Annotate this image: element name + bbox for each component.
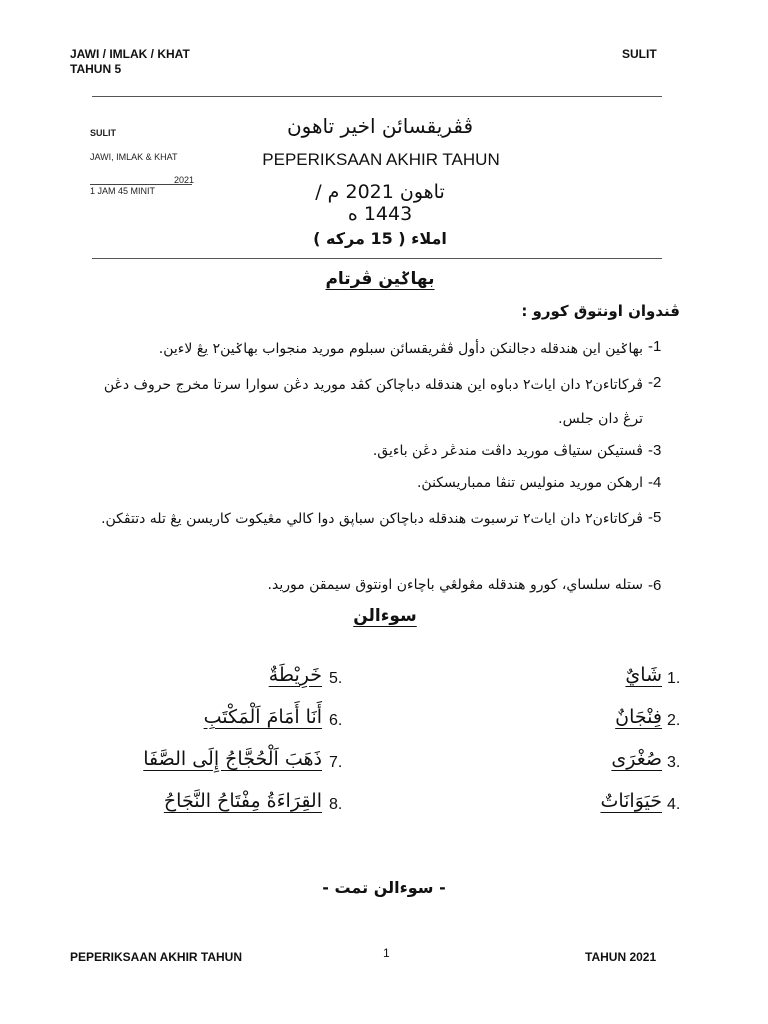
question-8-word: القِرَاءَةُ مِفْتَاحُ النَّجَاحُ (163, 790, 322, 812)
instruction-6-text: ستله سلساي، کورو هندقله مڠولڠي باچاءن اونتوق سيمقن موريد. (267, 577, 643, 593)
question-2-word: فِنْجَانٌ (615, 706, 662, 728)
instruction-5-number: -5 (648, 509, 662, 526)
instruction-1-text: بهاݢين اين هندقله دجالنکن دأول ڤڤريقسائن سبلوم موريد منجواب بهاݢين٢ يڠ لاءين. (158, 341, 643, 357)
cover-divider (92, 258, 662, 259)
cover-subject: JAWI, IMLAK & KHAT (90, 152, 178, 162)
footer-right: TAHUN 2021 (585, 950, 657, 964)
instruction-3-text: ڤستيکن ستياڤ موريد داڤت مندڠر دڠن باءيق. (372, 443, 643, 459)
cover-sulit: SULIT (90, 128, 116, 138)
cover-year: 2021 (174, 175, 195, 185)
header-sulit: SULIT (622, 47, 657, 61)
header-year: TAHUN 5 (70, 62, 122, 76)
header-subject: JAWI / IMLAK / KHAT (70, 47, 190, 61)
instruction-5-text: ڤرکاتاءن٢ دان ايات٢ ترسبوت هندقله دباچاکن سباڽق دوا کالي مڠيکوت کاريسن يڠ تله دتتڤکن. (101, 511, 643, 527)
instruction-6-number: -6 (648, 577, 662, 594)
instruction-4-number: -4 (648, 474, 662, 491)
end-text: - سوءالن تمت - (322, 878, 446, 897)
instruction-2-text: ڤرکاتاءن٢ دان ايات٢ دباوه اين هندقله دباچاکن کڤد موريد دڠن سوارا سرتا مخرج حروف دڠن ترڠ دان جلس. (103, 377, 643, 427)
question-1-word: شَايٌ (625, 664, 662, 686)
questions-title: سوءالن (353, 606, 417, 626)
footer-page-number: 1 (383, 946, 390, 960)
section-title: بهاݢين ڤرتام (325, 269, 435, 289)
question-6-word: أَنَا أَمَامَ اَلْمَكْتَبِ (203, 706, 322, 728)
question-1-number: 1. (667, 670, 681, 687)
instruction-4-text: ارهکن موريد منوليس تنڤا ممباريسکنڽ. (416, 475, 643, 491)
instruction-2-number: -2 (648, 374, 662, 391)
question-5-number: 5. (329, 670, 343, 687)
question-7-word: ذَهَبَ اَلْحُجَّاجُ إِلَى الصَّفَا (143, 748, 322, 770)
cover-duration: 1 JAM 45 MINIT (90, 186, 156, 196)
cover-title-latin: PEPERIKSAAN AKHIR TAHUN (262, 150, 500, 169)
question-3-number: 3. (667, 754, 681, 771)
header-divider (92, 96, 662, 97)
question-4-word: حَيَوَانَاتٌ (600, 790, 662, 812)
question-8-number: 8. (329, 796, 343, 813)
instruction-3-number: -3 (648, 442, 662, 459)
guide-heading: ڤندوان اونتوق کورو : (521, 302, 680, 320)
question-4-number: 4. (667, 796, 681, 813)
footer-left: PEPERIKSAAN AKHIR TAHUN (70, 950, 243, 964)
question-5-word: خَرِيْطَةٌ (268, 664, 322, 686)
cover-paper-line: املاء ( 15 مركه ) (313, 229, 447, 248)
cover-date-line: تاهون 2021 م / 1443 ه (315, 181, 445, 225)
question-2-number: 2. (667, 712, 681, 729)
question-6-number: 6. (329, 712, 343, 729)
instruction-1-number: -1 (648, 338, 662, 355)
question-7-number: 7. (329, 754, 343, 771)
question-3-word: صُغْرَى (611, 748, 662, 770)
cover-title-jawi: ڤڤريقسائن اخير تاهون (286, 114, 474, 138)
